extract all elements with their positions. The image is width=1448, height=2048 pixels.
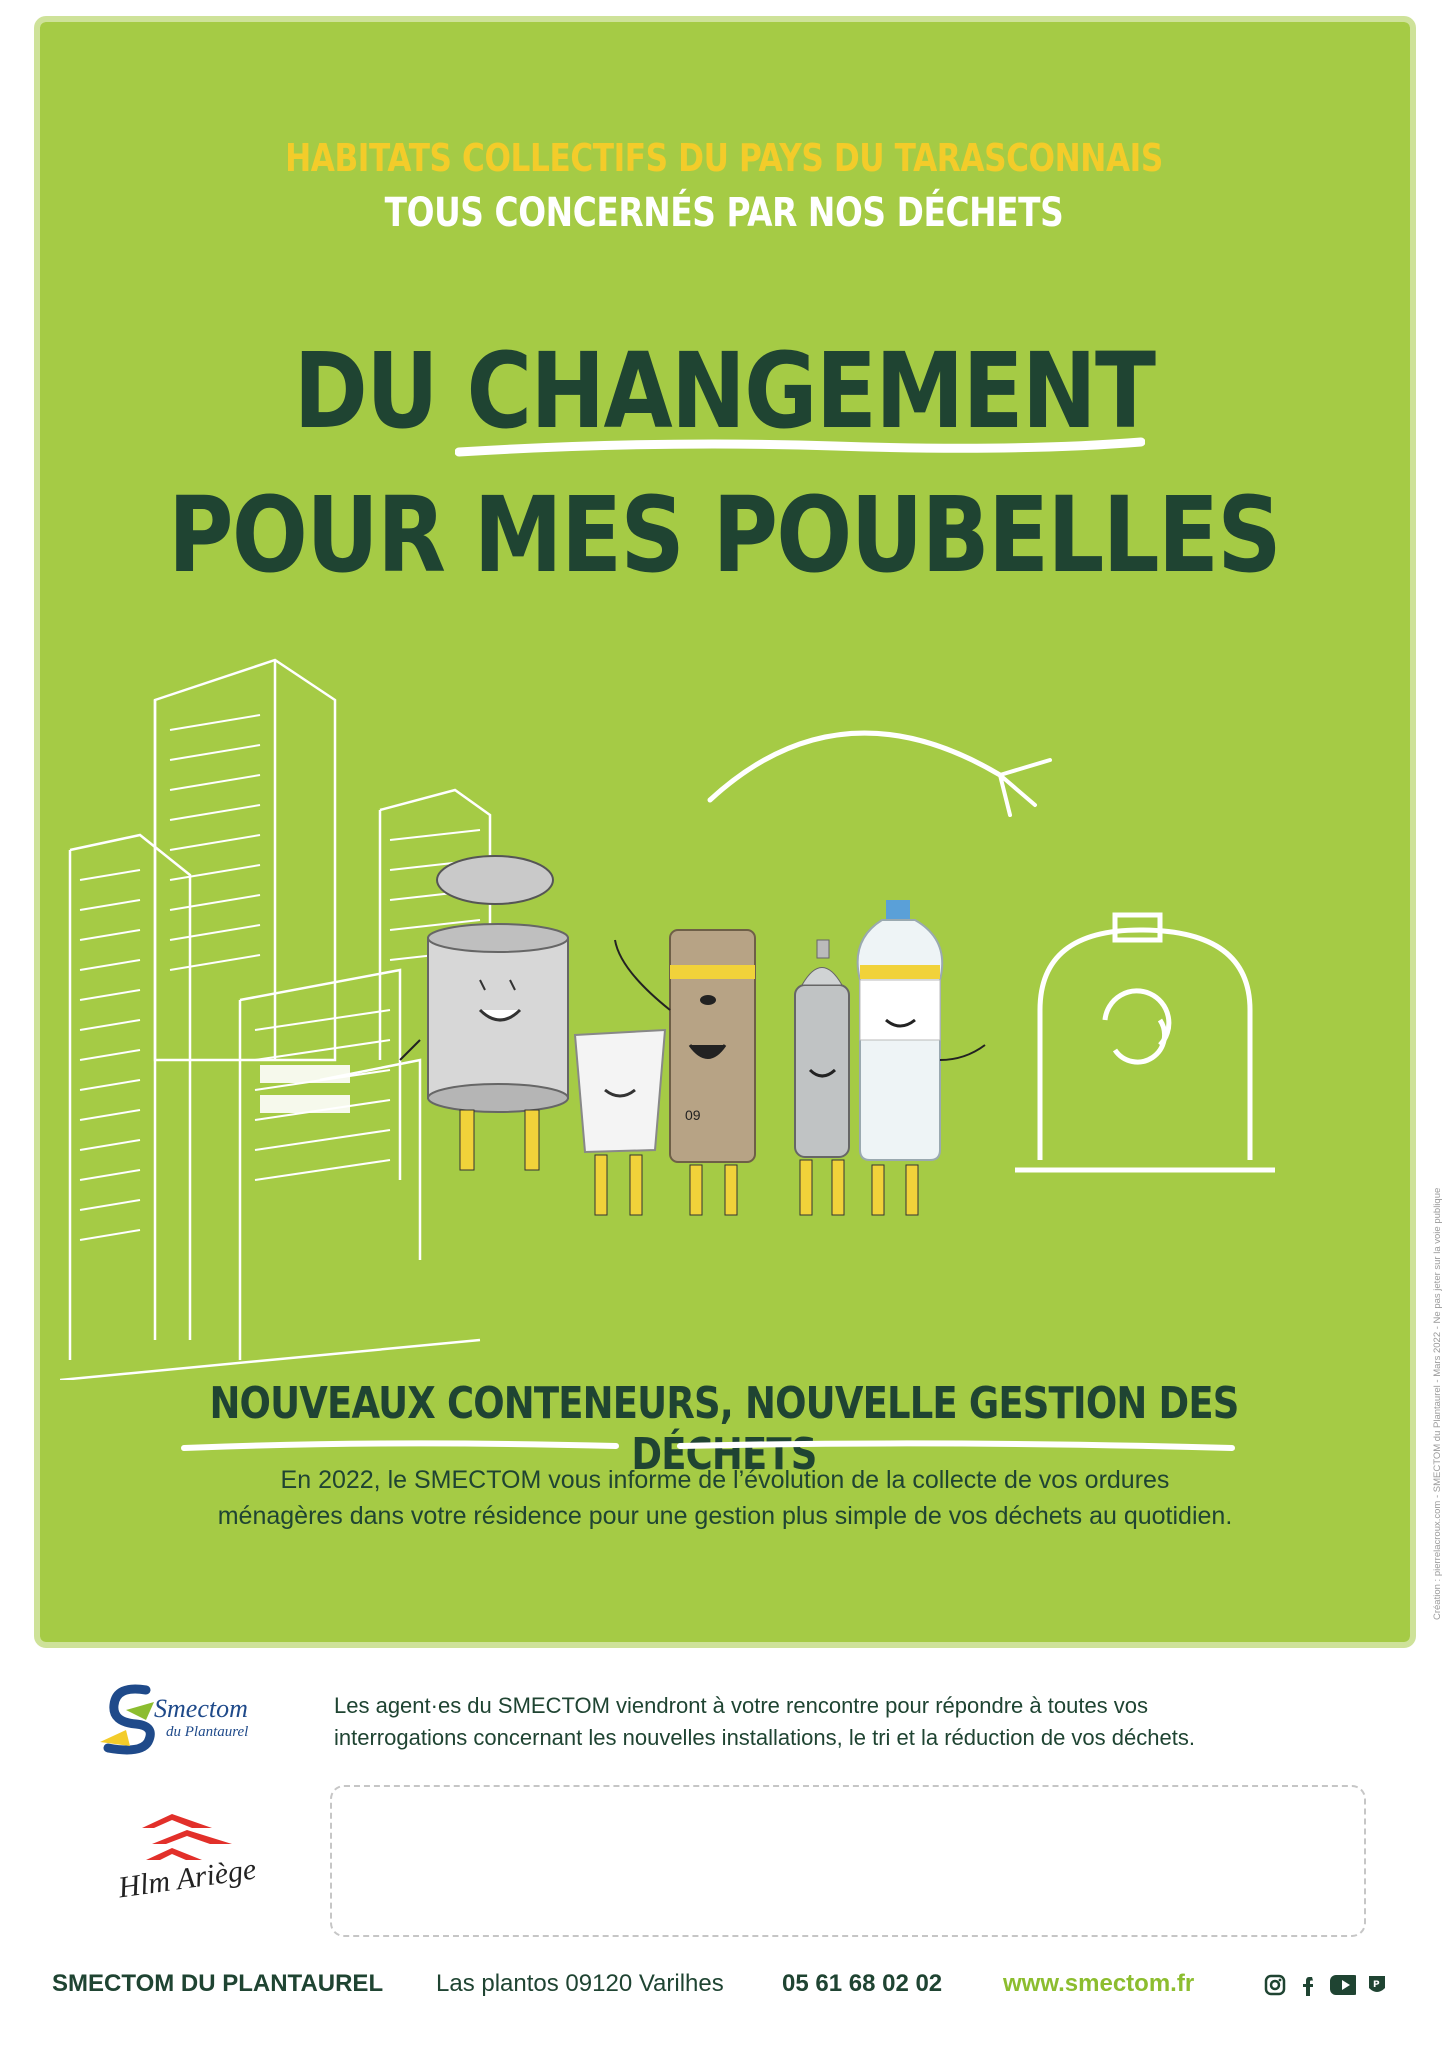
- footer-phone: 05 61 68 02 02: [782, 1970, 943, 1997]
- title-underline-swoosh: [455, 432, 1145, 462]
- title-line-2: POUR MES POUBELLES: [168, 474, 1280, 596]
- hlm-ariege-logo: [112, 1808, 272, 1918]
- blank-info-box: [330, 1785, 1366, 1937]
- agents-info-line-2: interrogations concernant les nouvelles installations, le tri et la réduction de vos déchets.: [334, 1725, 1195, 1750]
- subheading-underline-right: [676, 1436, 1236, 1456]
- intro-line-1: En 2022, le SMECTOM vous informe de l’évolution de la collecte de vos ordures: [280, 1466, 1170, 1494]
- subheading-underline-left: [180, 1436, 620, 1456]
- section-subheading: NOUVEAUX CONTENEURS, NOUVELLE GESTION DES DÉCHETS: [209, 1378, 1239, 1480]
- hlm-signature: Hlm Ariège: [116, 1852, 259, 1905]
- buildings-sketch: [60, 660, 490, 1380]
- water-bottle-character: [858, 900, 985, 1215]
- throw-arc: [710, 733, 1000, 800]
- social-icons: [1262, 1972, 1390, 1998]
- title-line-1: DU CHANGEMENT: [293, 330, 1155, 452]
- podcast-icon: [1364, 1972, 1390, 1998]
- youtube-icon: [1330, 1972, 1356, 1998]
- waste-characters-illustration: [60, 640, 1300, 1380]
- intro-line-2: ménagères dans votre résidence pour une gestion plus simple de vos déchets au quotidien.: [217, 1502, 1233, 1530]
- spray-can-character: [795, 940, 849, 1215]
- smectom-logo-name: Smectom: [154, 1694, 248, 1723]
- intro-paragraph: [140, 1462, 1310, 1534]
- svg-text:P: P: [1373, 1980, 1380, 1990]
- footer-address: Las plantos 09120 Varilhes: [436, 1970, 724, 1997]
- agents-info-text: [334, 1690, 1374, 1754]
- instagram-icon: [1262, 1972, 1288, 1998]
- footer-org: SMECTOM DU PLANTAUREL: [52, 1970, 384, 1997]
- footer: [0, 1970, 1448, 2010]
- smectom-logo: [96, 1680, 266, 1760]
- facebook-icon: [1296, 1972, 1322, 1998]
- tin-can-character: [400, 856, 568, 1170]
- container-pictogram: [1015, 915, 1275, 1170]
- print-credit: Création : pierrelacroux.com - SMECTOM du Plantaurel - Mars 2022 - Ne pas jeter sur la voie publique: [1432, 1187, 1443, 1620]
- smectom-logo-sub: du Plantaurel: [166, 1724, 249, 1740]
- kicker-line-1: HABITATS COLLECTIFS DU PAYS DU TARASCONNAIS: [285, 136, 1163, 180]
- svg-text:09: 09: [685, 1107, 701, 1123]
- yogurt-pot-character: [575, 1030, 665, 1215]
- footer-website: www.smectom.fr: [1003, 1970, 1195, 1997]
- agents-info-line-1: Les agent·es du SMECTOM viendront à votre rencontre pour répondre à toutes vos: [334, 1693, 1149, 1718]
- kicker-line-2: TOUS CONCERNÉS PAR NOS DÉCHETS: [384, 190, 1064, 236]
